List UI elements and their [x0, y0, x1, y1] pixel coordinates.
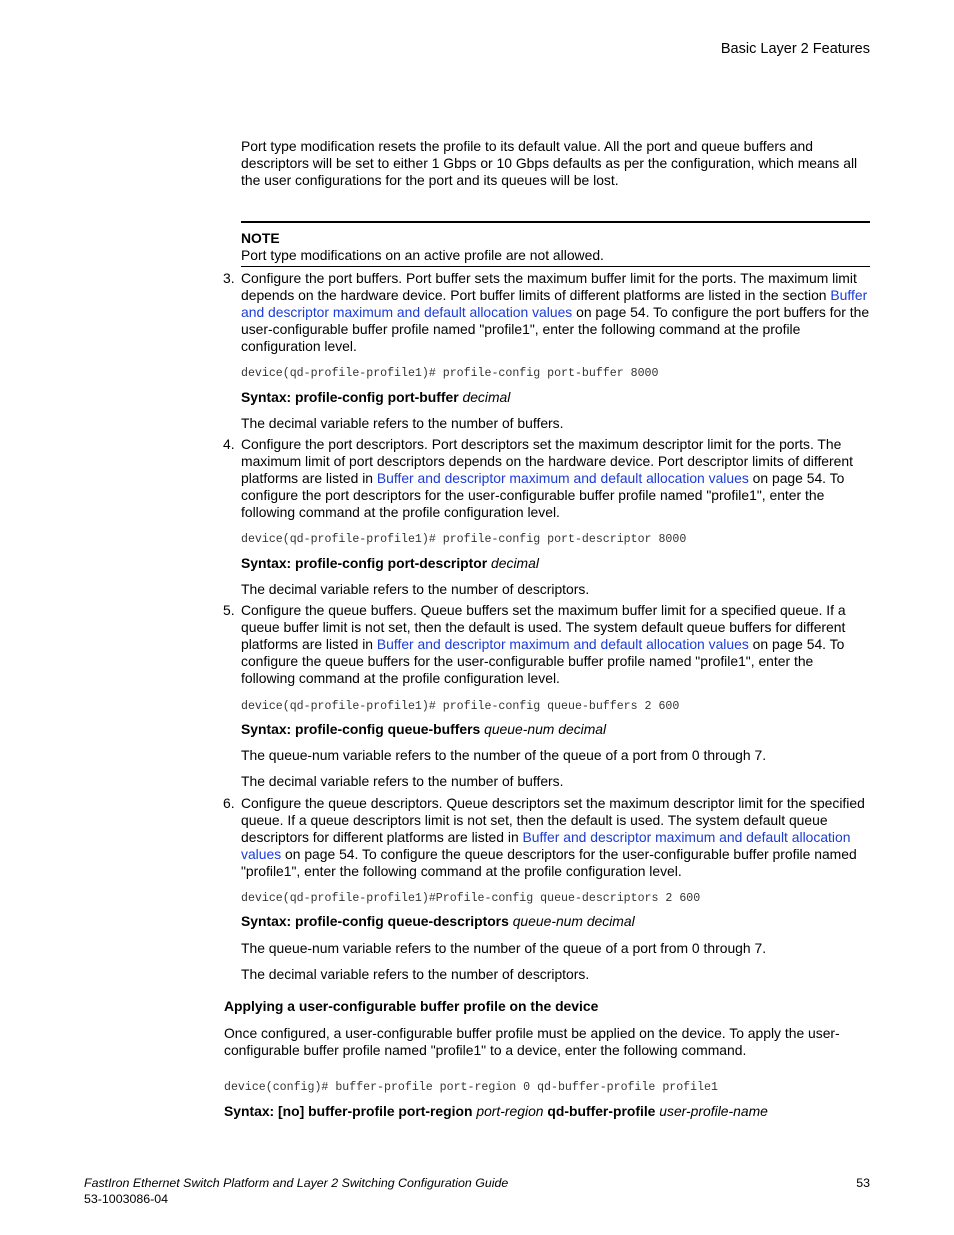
intro-text: Port type modification resets the profile to its default value. All the port and queue buffers and descriptors will be set to either 1 Gbps or 10 Gbps defaults as per the configuration, which means all the user configurations for the port and its queues will be lost. [241, 138, 858, 188]
code-example: device(qd-profile-profile1)#Profile-config queue-descriptors 2 600 [241, 892, 701, 905]
variable-description: The decimal variable refers to the number of descriptors. [241, 966, 590, 982]
step-4 [223, 436, 871, 521]
buffer-allocation-link[interactable]: Buffer and descriptor maximum and default allocation values [376, 470, 749, 486]
buffer-allocation-link[interactable]: Buffer and descriptor maximum and default allocation values [376, 636, 749, 652]
code-example: device(config)# buffer-profile port-region 0 qd-buffer-profile profile1 [224, 1081, 718, 1094]
variable-description: The decimal variable refers to the number of descriptors. [241, 581, 590, 597]
page-number: 53 [856, 1176, 870, 1190]
footer-doc-number: 53-1003086-04 [84, 1192, 169, 1206]
step-5 [223, 602, 871, 687]
syntax-line: Syntax: profile-config port-buffer decimal [241, 389, 511, 405]
step-text: Configure the port descriptors. Port descriptors set the maximum descriptor limit for the ports. The maximum limit of port descriptors depends on the hardware device. Port descriptor limits of different platforms are listed in Buffer and descriptor maximum and default allocation values on page 54. To configure the port descriptors for the user-configurable buffer profile named "profile1", enter the following command at the profile configuration level. [241, 436, 853, 520]
syntax-line: Syntax: profile-config port-descriptor decimal [241, 555, 539, 571]
step-text: Configure the queue buffers. Queue buffers set the maximum buffer limit for a specified queue. If a queue buffer limit is not set, then the default is used. The system default queue buffers for different platforms are listed in Buffer and descriptor maximum and default allocation values on page 54. To configure the queue buffers for the user-configurable buffer profile named "profile1", enter the following command at the profile configuration level. [241, 602, 846, 686]
note-box [241, 221, 870, 267]
variable-description: The queue-num variable refers to the number of the queue of a port from 0 through 7. [241, 747, 767, 763]
code-example: device(qd-profile-profile1)# profile-config port-buffer 8000 [241, 367, 659, 380]
footer-title: FastIron Ethernet Switch Platform and Layer 2 Switching Configuration Guide [84, 1176, 509, 1190]
section-heading: Applying a user-configurable buffer profile on the device [224, 998, 599, 1014]
step-number: 3. [223, 270, 235, 286]
intro-paragraph [241, 138, 871, 189]
step-number: 5. [223, 602, 235, 618]
running-header: Basic Layer 2 Features [720, 41, 870, 57]
code-example: device(qd-profile-profile1)# profile-config port-descriptor 8000 [241, 533, 687, 546]
step-number: 6. [223, 795, 235, 811]
footer [84, 1175, 508, 1207]
variable-description: The decimal variable refers to the number of buffers. [241, 415, 564, 431]
step-text: Configure the port buffers. Port buffer sets the maximum buffer limit for the ports. The maximum limit depends on the hardware device. Port buffer limits of different platforms are listed in the section Buffer and descriptor maximum and default allocation values on page 54. To configure the port buffers for the user-configurable buffer profile named "profile1", enter the following command at the profile configuration level. [241, 270, 870, 354]
apply-paragraph [224, 1025, 856, 1059]
buffer-allocation-link[interactable]: Buffer and descriptor maximum and default allocation values [241, 287, 868, 320]
variable-description: The decimal variable refers to the number of buffers. [241, 773, 564, 789]
step-number: 4. [223, 436, 235, 452]
code-example: device(qd-profile-profile1)# profile-config queue-buffers 2 600 [241, 700, 680, 713]
apply-text: Once configured, a user-configurable buffer profile must be applied on the device. To apply the user-configurable buffer profile named "profile1" to a device, enter the following command. [224, 1025, 840, 1058]
syntax-line: Syntax: [no] buffer-profile port-region port-region qd-buffer-profile user-profile-name [224, 1103, 768, 1119]
buffer-allocation-link[interactable]: Buffer and descriptor maximum and default allocation values [241, 829, 851, 862]
step-3 [223, 270, 871, 355]
variable-description: The queue-num variable refers to the number of the queue of a port from 0 through 7. [241, 940, 767, 956]
note-title: NOTE [241, 230, 280, 246]
syntax-line: Syntax: profile-config queue-buffers queue-num decimal [241, 721, 607, 737]
step-6 [223, 795, 871, 880]
note-text: Port type modifications on an active profile are not allowed. [241, 247, 604, 263]
step-text: Configure the queue descriptors. Queue descriptors set the maximum descriptor limit for the specified queue. If a queue descriptors limit is not set, then the default is used. The system default queue descriptors for different platforms are listed in Buffer and descriptor maximum and default allocation values on page 54. To configure the queue descriptors for the user-configurable buffer profile named "profile1", enter the following command at the profile configuration level. [241, 795, 865, 879]
syntax-line: Syntax: profile-config queue-descriptors queue-num decimal [241, 913, 635, 929]
